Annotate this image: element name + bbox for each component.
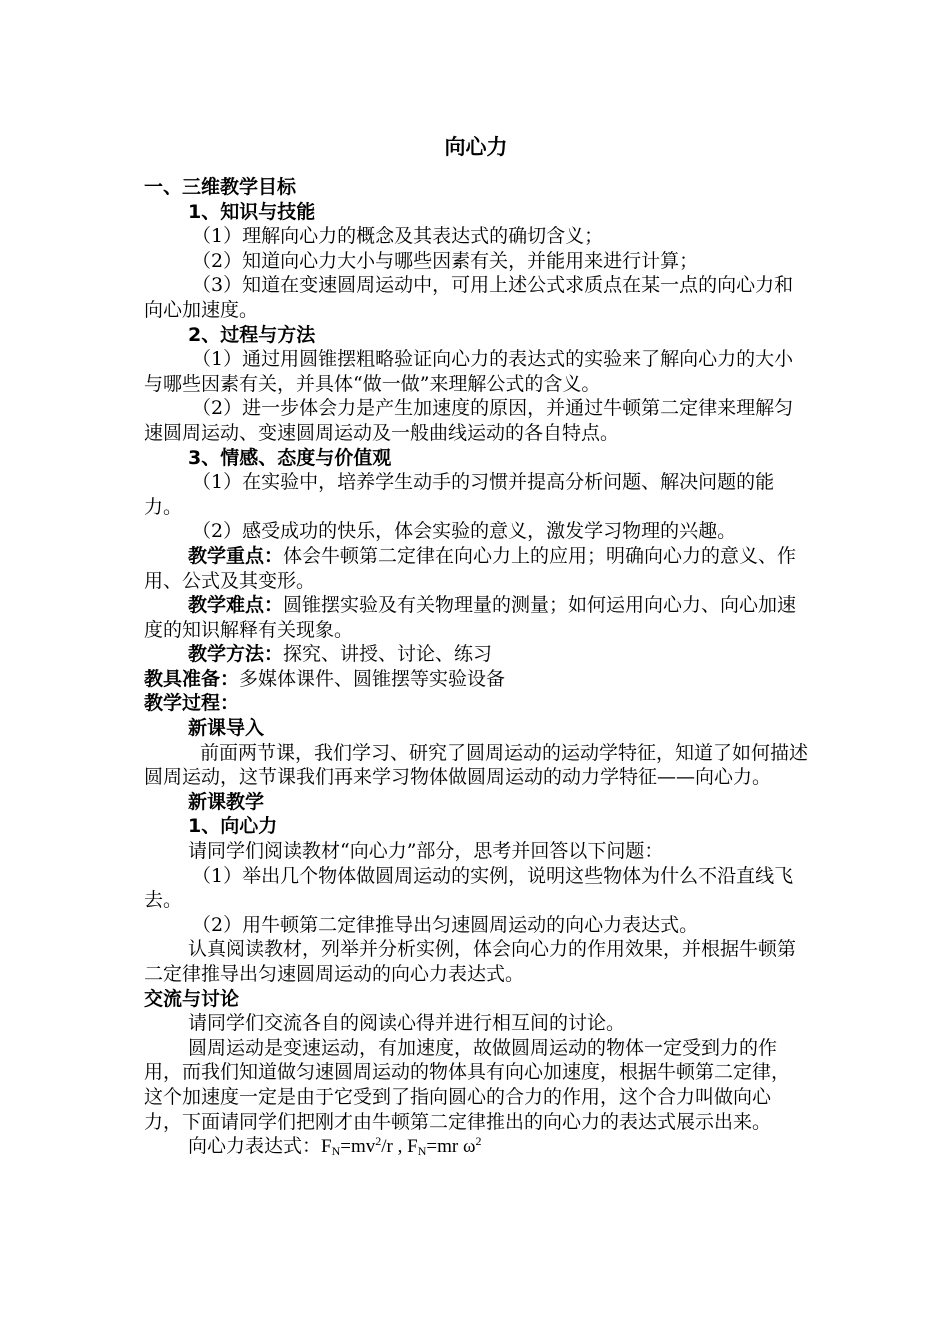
intro-text: 前面两节课，我们学习、研究了圆周运动的运动学特征，知道了如何描述圆周运动，这节课我们再来学习物体做圆周运动的动力学特征——向心力。: [144, 741, 809, 789]
difficulty-label: 教学难点：: [188, 594, 284, 617]
tools-text: 多媒体课件、圆锥摆等实验设备: [239, 667, 506, 690]
intro-heading: 新课导入: [188, 717, 265, 740]
formula-1: $F_N=mv^2/r$ ,: [321, 1134, 408, 1159]
teaching-method: [144, 642, 808, 667]
emotion-item-2: （2）感受成功的快乐，体会实验的意义，激发学习物理的兴趣。: [192, 520, 737, 543]
discussion-text-2: 圆周运动是变速运动，有加速度，故做圆周运动的物体一定受到力的作用，而我们知道做匀速圆周运动的物体具有向心加速度，根据牛顿第二定律，这个加速度一定是由于它受到了指向圆心的合力的作用，这个合力叫做向心力，下面请同学们把刚才由牛顿第二定律推出的向心力的表达式展示出来。: [144, 1036, 791, 1133]
knowledge-item-2: （2）知道向心力大小与哪些因素有关，并能用来进行计算；: [192, 249, 699, 272]
method-label: 教学方法：: [188, 643, 284, 666]
key-points-label: 教学重点：: [188, 544, 284, 567]
new-lesson-heading: 新课教学: [188, 790, 265, 813]
knowledge-item-3: （3）知道在变速圆周运动中，可用上述公式求质点在某一点的向心力和向心加速度。: [144, 274, 794, 321]
key-points-text: 体会牛顿第二定律在向心力上的应用；明确向心力的意义、作用、公式及其变形。: [144, 544, 797, 592]
formula-2: $F_N=mr$ $\omega^2$: [407, 1134, 482, 1159]
teaching-tools: [144, 667, 808, 692]
difficulty-text: 圆锥摆实验及有关物理量的测量；如何运用向心力、向心加速度的知识解释有关现象。: [144, 594, 797, 641]
process-item-2: （2）进一步体会力是产生加速度的原因，并通过牛顿第二定律来理解匀速圆周运动、变速圆周运动及一般曲线运动的各自特点。: [144, 397, 794, 444]
reading-text: 认真阅读教材，列举并分析实例，体会向心力的作用效果，并根据牛顿第二定律推导出匀速圆周运动的向心力表达式。: [144, 938, 797, 985]
tools-label: 教具准备：: [144, 667, 240, 690]
emotion-heading: 3、情感、态度与价值观: [188, 446, 392, 469]
question-1: （1）举出几个物体做圆周运动的实例，说明这些物体为什么不沿直线飞去。: [144, 864, 794, 912]
process-heading: 2、过程与方法: [188, 323, 316, 346]
force-heading: 1、向心力: [188, 815, 278, 838]
knowledge-heading: 1、知识与技能: [188, 200, 316, 223]
discussion-text-1: 请同学们交流各自的阅读心得并进行相互间的讨论。: [188, 1012, 626, 1035]
question-2: （2）用牛顿第二定律推导出匀速圆周运动的向心力表达式。: [192, 913, 699, 936]
knowledge-item-1: （1）理解向心力的概念及其表达式的确切含义；: [192, 225, 604, 248]
teaching-process-heading: 教学过程：: [144, 692, 240, 715]
formula-label: 向心力表达式：: [188, 1135, 322, 1158]
method-text: 探究、讲授、讨论、练习: [283, 643, 493, 666]
discussion-heading: 交流与讨论: [144, 987, 240, 1010]
process-item-1: （1）通过用圆锥摆粗略验证向心力的表达式的实验来了解向心力的大小与哪些因素有关，并具体“做一做”来理解公式的含义。: [144, 348, 794, 395]
emotion-item-1: （1）在实验中，培养学生动手的习惯并提高分析问题、解决问题的能力。: [144, 471, 775, 518]
goals-heading: 一、三维教学目标: [144, 176, 297, 198]
page-title: 向心力: [444, 135, 508, 159]
question-intro: 请同学们阅读教材“向心力”部分，思考并回答以下问题：: [188, 840, 664, 863]
key-points: [144, 544, 808, 593]
difficulty-points: [144, 593, 808, 642]
document-page: [144, 132, 808, 1160]
formula-line: [144, 1134, 808, 1160]
